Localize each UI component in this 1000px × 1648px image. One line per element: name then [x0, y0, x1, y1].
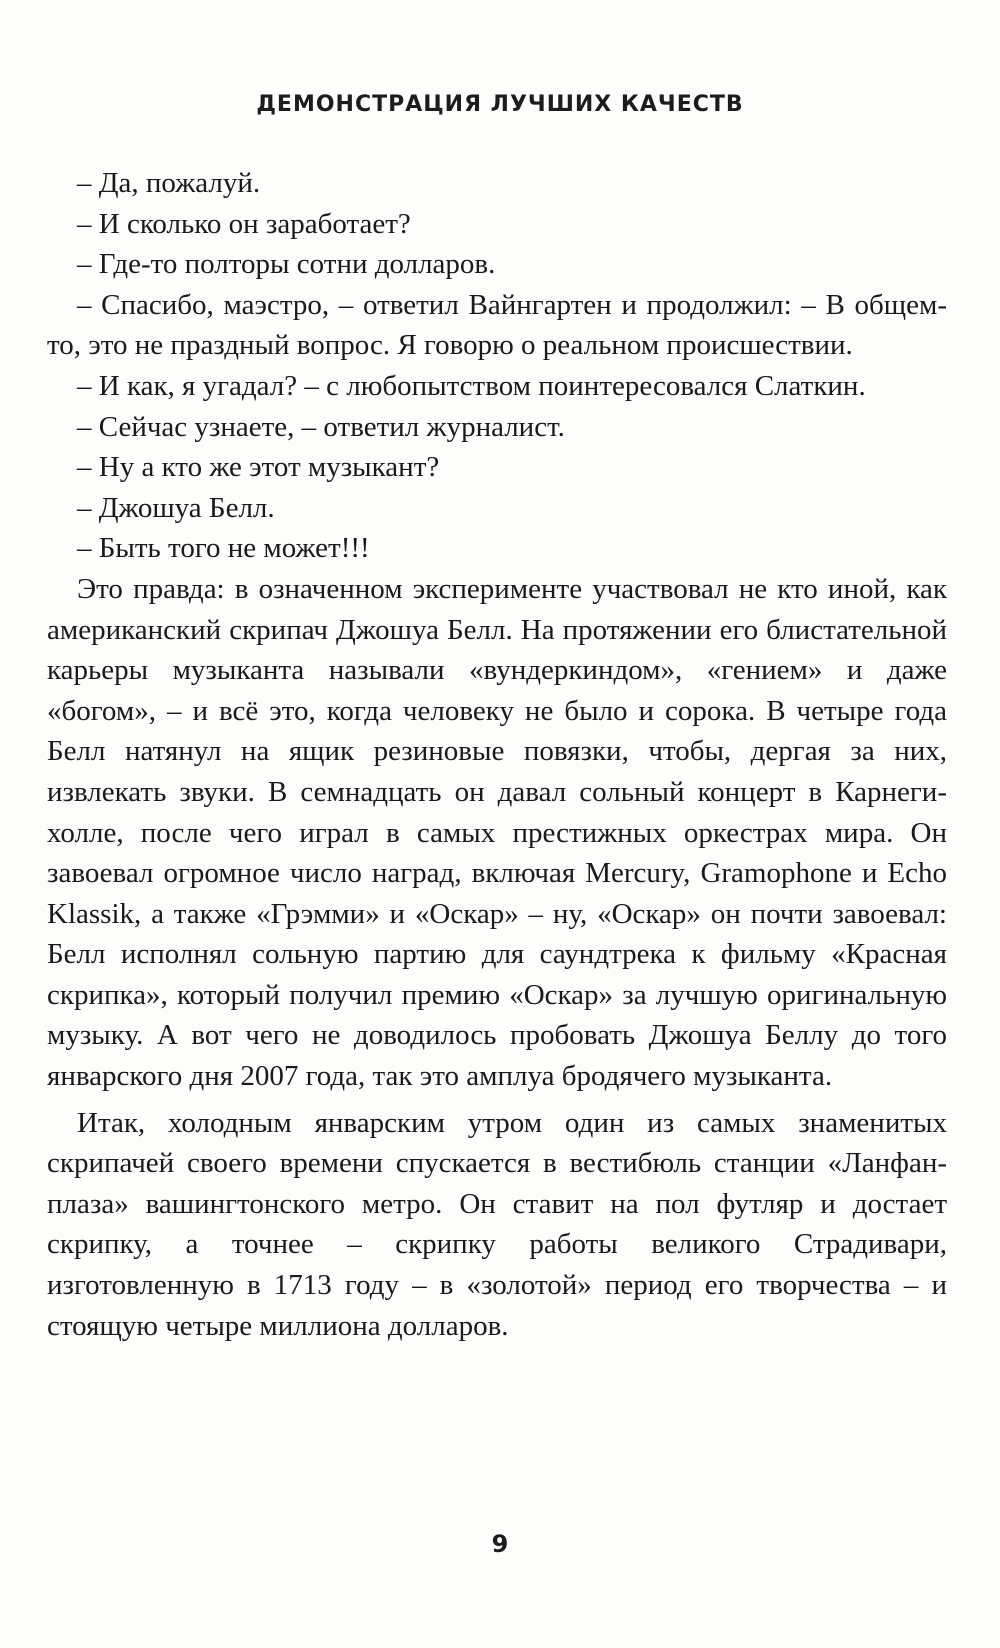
- dialogue-line: – Ну а кто же этот музыкант?: [77, 451, 440, 484]
- page-number: 9: [491, 1530, 509, 1558]
- dialogue-line: – Да, пожалуй.: [77, 167, 261, 199]
- dialogue-line: – Джошуа Белл.: [77, 491, 275, 524]
- dialogue-line: – И как, я угадал? – с любопытством поинтересовался Слаткин.: [77, 369, 866, 402]
- paragraph: Итак, холодным январским утром один из самых знаменитых скрипачей своего времени спускается в вестибюль станции «Ланфан-плаза» вашингтонского метро. Он ставит на пол футляр и достает скрипку, а точнее – скрипку работы великого Страдивари, изготовленную в 1713 году – в «золотой» период его творчества – и стоящую четыре миллиона долларов.: [47, 1106, 947, 1342]
- dialogue-line: – Где-то полторы сотни долларов.: [77, 248, 496, 281]
- paragraph: Это правда: в означенном эксперименте участвовал не кто иной, как американский скрипач Джошуа Белл. На протяжении его блистательной карьеры музыканта называли «вундеркиндом», «гением» и даже «богом», – и всё это, когда человеку не было и сорока. В четыре года Белл натянул на ящик резиновые повязки, чтобы, дергая за них, извлекать звуки. В семнадцать он давал сольный концерт в Карнеги-холле, после чего играл в самых престижных оркестрах мира. Он завоевал огромное число наград, включая Mercury, Gramophone и Echo Klassik, а также «Грэмми» и «Оскар» – ну, «Оскар» он почти завоевал: Белл исполнял сольную партию для саундтрека к фильму «Красная скрипка», который получил премию «Оскар» за лучшую оригинальную музыку. А вот чего не доводилось пробовать Джошуа Беллу до того январского дня 2007 года, так это амплуа бродячего музыканта.: [47, 572, 947, 1093]
- dialogue-line: – Сейчас узнаете, – ответил журналист.: [77, 410, 565, 443]
- body-text: [47, 163, 947, 1346]
- dialogue-line: – Быть того не может!!!: [77, 532, 370, 565]
- dialogue-line: – И сколько он заработает?: [77, 207, 411, 240]
- running-head: ДЕМОНСТРАЦИЯ ЛУЧШИХ КАЧЕСТВ: [256, 92, 744, 117]
- dialogue-line: – Спасибо, маэстро, – ответил Вайнгартен и продолжил: – В общем-то, это не праздный вопрос. Я говорю о реальном происшествии.: [47, 288, 947, 362]
